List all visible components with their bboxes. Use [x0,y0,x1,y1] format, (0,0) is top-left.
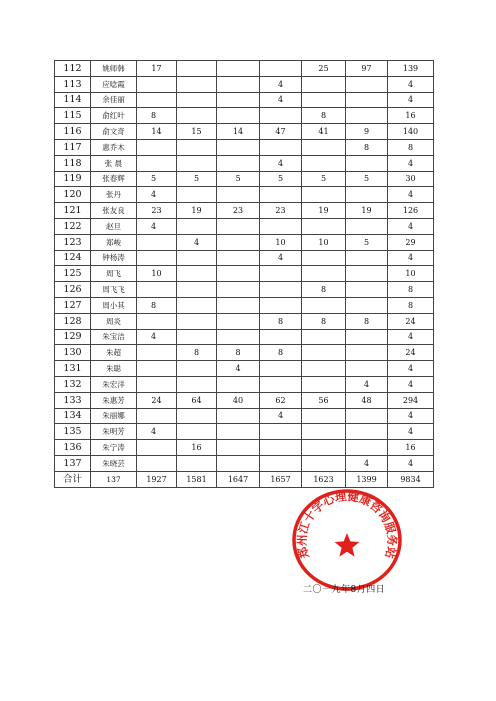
value-cell: 1623 [302,471,346,487]
value-cell [177,155,217,171]
value-cell [260,61,302,77]
value-cell [217,61,260,77]
name-cell: 137 [91,471,137,487]
value-cell: 1927 [137,471,177,487]
value-cell: 4 [388,155,434,171]
value-cell: 16 [388,440,434,456]
value-cell: 62 [260,392,302,408]
value-cell [302,424,346,440]
name-cell: 朱宏洋 [91,376,137,392]
name-cell: 朱晓芸 [91,455,137,471]
value-cell: 8 [346,139,388,155]
value-cell [217,218,260,234]
row-number-cell: 131 [55,361,91,377]
table-row [55,455,434,471]
name-cell: 俞文奇 [91,124,137,140]
value-cell: 1647 [217,471,260,487]
value-cell [137,234,177,250]
row-number-cell: 137 [55,455,91,471]
value-cell [260,329,302,345]
name-cell: 周炎 [91,313,137,329]
value-cell [177,76,217,92]
value-cell: 1657 [260,471,302,487]
row-number-cell: 116 [55,124,91,140]
name-cell: 朱聪 [91,361,137,377]
value-cell [217,108,260,124]
value-cell [302,297,346,313]
table-row [55,361,434,377]
value-cell: 4 [260,76,302,92]
value-cell: 9 [346,124,388,140]
value-cell: 4 [137,329,177,345]
table-row [55,155,434,171]
table-row [55,218,434,234]
table-row [55,424,434,440]
value-cell [217,455,260,471]
value-cell [302,218,346,234]
value-cell [346,155,388,171]
value-cell [217,139,260,155]
name-cell: 俞红叶 [91,108,137,124]
value-cell [260,266,302,282]
table-row [55,124,434,140]
name-cell: 张丹 [91,187,137,203]
table-row [55,61,434,77]
row-number-cell: 114 [55,92,91,108]
value-cell: 1581 [177,471,217,487]
value-cell [346,408,388,424]
value-cell [302,76,346,92]
name-cell: 张 晨 [91,155,137,171]
value-cell: 16 [388,108,434,124]
value-cell: 97 [346,61,388,77]
value-cell [177,408,217,424]
value-cell: 5 [302,171,346,187]
value-cell: 8 [260,313,302,329]
value-cell [346,345,388,361]
row-number-cell: 118 [55,155,91,171]
value-cell [346,218,388,234]
value-cell [302,440,346,456]
value-cell [260,440,302,456]
volunteer-hours-table [54,60,434,488]
table-row [55,408,434,424]
value-cell: 294 [388,392,434,408]
value-cell: 40 [217,392,260,408]
value-cell [177,92,217,108]
value-cell: 8 [137,297,177,313]
table-row [55,171,434,187]
table-row [55,266,434,282]
seal-text: 郑州江十字心理健康咨询服务站 [294,489,400,561]
value-cell [177,376,217,392]
row-number-cell: 132 [55,376,91,392]
name-cell: 应唸霞 [91,76,137,92]
value-cell: 41 [302,124,346,140]
value-cell: 4 [388,376,434,392]
value-cell: 4 [388,408,434,424]
value-cell: 140 [388,124,434,140]
value-cell: 1399 [346,471,388,487]
value-cell [177,108,217,124]
value-cell [346,76,388,92]
value-cell [260,361,302,377]
value-cell [302,455,346,471]
value-cell: 23 [137,203,177,219]
value-cell: 10 [137,266,177,282]
table-row [55,313,434,329]
value-cell [177,139,217,155]
value-cell [137,361,177,377]
value-cell: 4 [388,329,434,345]
name-cell: 姚师韩 [91,61,137,77]
value-cell [217,376,260,392]
value-cell [302,92,346,108]
value-cell [177,455,217,471]
value-cell: 8 [260,345,302,361]
value-cell: 23 [260,203,302,219]
value-cell [302,345,346,361]
row-number-cell: 合计 [55,471,91,487]
name-cell: 张友良 [91,203,137,219]
star-icon [335,533,360,557]
value-cell: 139 [388,61,434,77]
value-cell [217,282,260,298]
value-cell: 8 [137,108,177,124]
value-cell: 56 [302,392,346,408]
value-cell [177,313,217,329]
value-cell: 16 [177,440,217,456]
value-cell: 8 [388,282,434,298]
value-cell [346,424,388,440]
value-cell [346,187,388,203]
value-cell [137,92,177,108]
name-cell: 郑峻 [91,234,137,250]
table-row [55,329,434,345]
value-cell: 8 [346,313,388,329]
value-cell [137,376,177,392]
row-number-cell: 126 [55,282,91,298]
value-cell [346,108,388,124]
value-cell [346,92,388,108]
value-cell [260,108,302,124]
value-cell [177,329,217,345]
value-cell [302,361,346,377]
value-cell: 5 [217,171,260,187]
value-cell: 8 [302,313,346,329]
value-cell: 24 [388,313,434,329]
value-cell: 5 [137,171,177,187]
value-cell [302,250,346,266]
value-cell [217,329,260,345]
row-number-cell: 125 [55,266,91,282]
value-cell [346,361,388,377]
value-cell: 5 [177,171,217,187]
name-cell: 余佳丽 [91,92,137,108]
value-cell [260,376,302,392]
value-cell: 48 [346,392,388,408]
row-number-cell: 127 [55,297,91,313]
value-cell: 4 [388,76,434,92]
value-cell [346,250,388,266]
value-cell [217,92,260,108]
value-cell: 19 [346,203,388,219]
table-row [55,297,434,313]
table-row [55,250,434,266]
value-cell [302,139,346,155]
table-row [55,203,434,219]
value-cell [217,297,260,313]
value-cell [177,266,217,282]
row-number-cell: 128 [55,313,91,329]
value-cell [177,250,217,266]
row-number-cell: 134 [55,408,91,424]
value-cell [137,139,177,155]
value-cell: 4 [388,92,434,108]
value-cell: 10 [260,234,302,250]
value-cell [137,455,177,471]
value-cell: 19 [177,203,217,219]
value-cell: 8 [302,108,346,124]
value-cell: 4 [217,361,260,377]
value-cell [177,361,217,377]
value-cell: 4 [137,424,177,440]
value-cell [302,266,346,282]
value-cell [302,376,346,392]
table-row [55,187,434,203]
value-cell [137,345,177,361]
value-cell: 5 [346,234,388,250]
value-cell: 4 [137,187,177,203]
table-row [55,234,434,250]
value-cell: 23 [217,203,260,219]
value-cell: 4 [388,424,434,440]
row-number-cell: 136 [55,440,91,456]
value-cell [346,282,388,298]
value-cell [217,424,260,440]
value-cell [137,408,177,424]
value-cell: 14 [217,124,260,140]
value-cell [346,329,388,345]
table-row [55,139,434,155]
value-cell [177,424,217,440]
value-cell: 15 [177,124,217,140]
value-cell: 8 [388,297,434,313]
value-cell: 10 [388,266,434,282]
value-cell [260,282,302,298]
table-body [55,61,434,488]
name-cell: 周小其 [91,297,137,313]
value-cell: 19 [302,203,346,219]
value-cell: 8 [302,282,346,298]
value-cell [217,155,260,171]
value-cell: 4 [388,218,434,234]
row-number-cell: 129 [55,329,91,345]
value-cell [217,408,260,424]
value-cell: 4 [137,218,177,234]
table-row [55,376,434,392]
name-cell: 张春辉 [91,171,137,187]
value-cell: 4 [260,92,302,108]
value-cell: 4 [346,455,388,471]
value-cell: 14 [137,124,177,140]
table-row [55,440,434,456]
row-number-cell: 123 [55,234,91,250]
document-date: 二〇一九年8月四日 [303,585,386,595]
name-cell: 周飞 [91,266,137,282]
value-cell: 5 [346,171,388,187]
value-cell: 4 [388,361,434,377]
value-cell [346,440,388,456]
value-cell: 8 [388,139,434,155]
value-cell: 30 [388,171,434,187]
table-row [55,282,434,298]
value-cell [177,187,217,203]
value-cell [137,313,177,329]
value-cell [217,440,260,456]
value-cell [217,266,260,282]
value-cell: 10 [302,234,346,250]
value-cell [260,424,302,440]
row-number-cell: 130 [55,345,91,361]
value-cell [177,218,217,234]
value-cell [177,61,217,77]
name-cell: 朱宝洁 [91,329,137,345]
value-cell: 4 [388,250,434,266]
name-cell: 惠乔木 [91,139,137,155]
value-cell [302,187,346,203]
row-number-cell: 135 [55,424,91,440]
value-cell: 4 [346,376,388,392]
official-seal [287,485,407,593]
value-cell: 29 [388,234,434,250]
table-row [55,392,434,408]
value-cell [217,234,260,250]
value-cell: 4 [388,455,434,471]
row-number-cell: 112 [55,61,91,77]
value-cell: 47 [260,124,302,140]
table-row [55,108,434,124]
name-cell: 周飞飞 [91,282,137,298]
value-cell: 9834 [388,471,434,487]
value-cell [137,250,177,266]
value-cell [217,76,260,92]
name-cell: 钟杨涛 [91,250,137,266]
name-cell: 朱超 [91,345,137,361]
value-cell [260,455,302,471]
value-cell [217,313,260,329]
value-cell [177,282,217,298]
value-cell: 5 [260,171,302,187]
row-number-cell: 122 [55,218,91,234]
value-cell [137,282,177,298]
value-cell: 4 [260,155,302,171]
value-cell: 4 [177,234,217,250]
value-cell [260,187,302,203]
value-cell: 24 [137,392,177,408]
row-number-cell: 120 [55,187,91,203]
value-cell: 8 [217,345,260,361]
value-cell [177,297,217,313]
value-cell [302,329,346,345]
value-cell [346,266,388,282]
table-row [55,76,434,92]
row-number-cell: 119 [55,171,91,187]
name-cell: 朱宁涛 [91,440,137,456]
table-row [55,345,434,361]
value-cell: 24 [388,345,434,361]
value-cell [260,218,302,234]
name-cell: 朱丽娜 [91,408,137,424]
value-cell [137,155,177,171]
value-cell [217,187,260,203]
value-cell [260,297,302,313]
value-cell [217,250,260,266]
row-number-cell: 115 [55,108,91,124]
value-cell [346,297,388,313]
row-number-cell: 133 [55,392,91,408]
value-cell: 4 [260,408,302,424]
value-cell: 126 [388,203,434,219]
value-cell [137,440,177,456]
name-cell: 朱惠芳 [91,392,137,408]
table-row [55,92,434,108]
row-number-cell: 117 [55,139,91,155]
value-cell [137,76,177,92]
row-number-cell: 124 [55,250,91,266]
name-cell: 朱明芳 [91,424,137,440]
value-cell: 17 [137,61,177,77]
value-cell [302,408,346,424]
row-number-cell: 113 [55,76,91,92]
value-cell [260,139,302,155]
value-cell: 8 [177,345,217,361]
value-cell: 64 [177,392,217,408]
value-cell [302,155,346,171]
row-number-cell: 121 [55,203,91,219]
value-cell: 4 [260,250,302,266]
name-cell: 赵旦 [91,218,137,234]
value-cell: 25 [302,61,346,77]
value-cell: 4 [388,187,434,203]
